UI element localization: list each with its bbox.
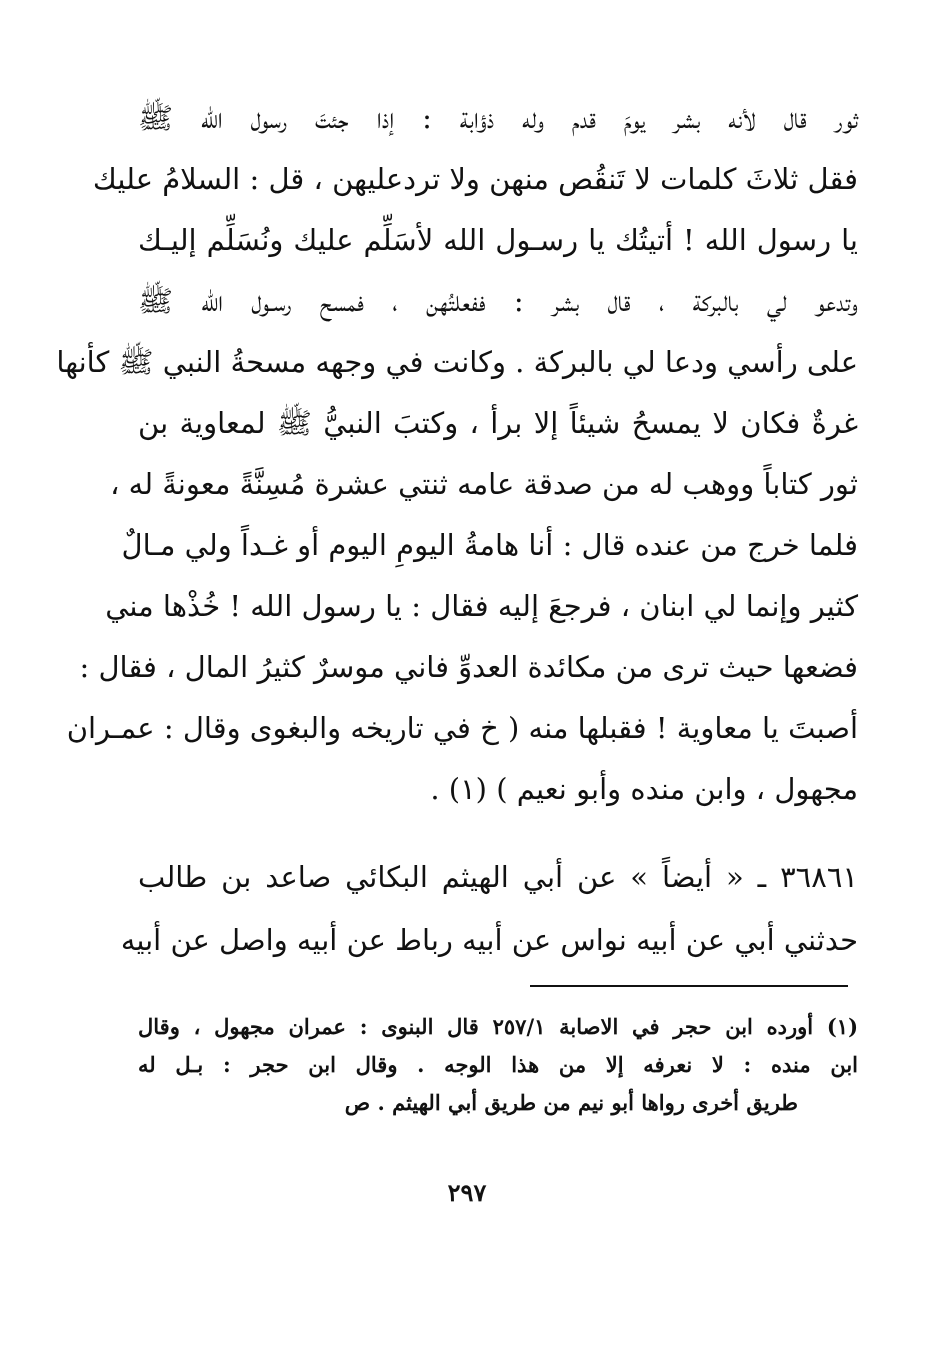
text-line-4: وتدعو لي بالبركة ، قال بشر : ففعلتُهن ، فمسح رسـول الله ﷺ [138, 284, 858, 318]
page-number: ٢٩٧ [447, 1178, 487, 1207]
hadith-line-2: حدثني أبي عن أبيه نواس عن أبيه رباط عن أبيه واصل عن أبيه [120, 923, 858, 957]
text-line-7: ثور كتاباً ووهب له من صدقة عامه ثنتي عشرة مُسِنَّةً معونةً له ، [110, 467, 858, 501]
footnote-divider [530, 985, 848, 987]
text-line-3: يا رسول الله ! أتيتُك يا رسـول الله لأسَلِّم عليك ونُسَلِّم إليـك [138, 223, 858, 257]
text-line-5: على رأسي ودعا لي بالبركة . وكانت في وجهه مسحةُ النبي ﷺ كأنها [56, 345, 858, 379]
text-line-9: كثير وإنما لي ابنان ، فرجعَ إليه فقال : يا رسول الله ! خُذْها مني [105, 589, 858, 623]
footnote-line-2: ابن منده : لا نعرفه إلا من هذا الوجه . وقال ابن حجر : بـل له [138, 1052, 858, 1077]
text-line-1: ثور قال لأنه بشر يومَ قدم وله ذؤابة : إذا جئتَ رسول الله ﷺ [138, 101, 858, 135]
hadith-line-1: ٣٦٨٦١ ـ « أيضاً » عن أبي الهيثم البكائي صاعد بن طالب [138, 860, 858, 894]
hadith-entry [120, 846, 858, 972]
footnote-line-3: طريق أخرى رواها أبو نيم من طريق أبي الهيثم . ص [344, 1090, 798, 1115]
text-line-8: فلما خرج من عنده قال : أنا هامةُ اليومِ اليوم أو غـداً ولي مـالٌ [121, 528, 858, 562]
footnotes-block [138, 1008, 858, 1122]
text-line-11: أصبتَ يا معاوية ! فقبلها منه ( خ في تاريخه والبغوى وقال : عمـران [66, 711, 858, 745]
main-text-block [56, 88, 858, 820]
text-line-6: غرةٌ فكان لا يمسحُ شيئاً إلا برأ ، وكتبَ النبيُّ ﷺ لمعاوية بن [138, 406, 858, 440]
text-line-2: فقل ثلاثَ كلمات لا تَنقُص منهن ولا تردعليهن ، قل : السلامُ عليك [92, 162, 858, 196]
footnote-line-1: (١) أورده ابن حجر في الاصابة ٢٥٧/١ قال البنوى : عمران مجهول ، وقال [138, 1014, 858, 1039]
text-line-10: فضعها حيث ترى من مكائدة العدوِّ فاني موسرٌ كثيرُ المال ، فقال : [79, 650, 858, 684]
text-line-12: مجهول ، وابن منده وأبو نعيم ) (١) . [430, 772, 858, 806]
